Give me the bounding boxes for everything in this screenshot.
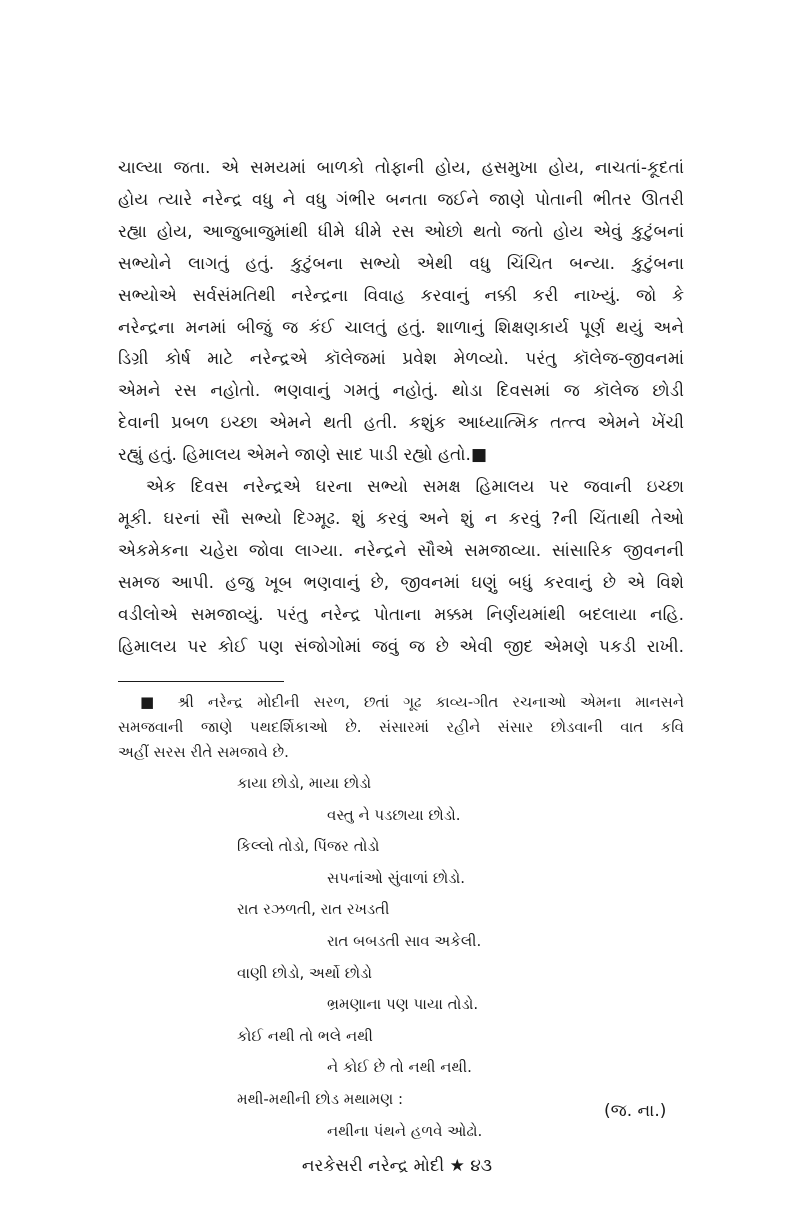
poem [237,768,567,1147]
poem-attribution: (જ. ના.) [604,1101,667,1121]
text-line: નરેન્દ્રના મનમાં બીજું જ કંઈ ચાલતું હતું. શાળાનું શિક્ષણકાર્ય પૂર્ણ થયું અને [118,317,684,338]
text-line: રહ્યા હોય, આજુબાજુમાંથી ધીમે ધીમે રસ ઓછો થતો જતો હોય એવું કુટુંબનાં [118,221,684,242]
poem-line: રાત બબડતી સાવ અકેલી. [327,931,482,950]
poem-line: કોઈ નથી તો ભલે નથી [237,1026,373,1045]
poem-line: મથી-મથીની છોડ મથામણ : [237,1089,404,1108]
poem-line: કાયા છોડો, માયા છોડો [237,774,372,792]
text-line: સભ્યોને લાગતું હતું. કુટુંબના સભ્યો એથી વધુ ચિંચિત બન્યા. કુટુંબના [118,253,684,274]
paragraph-2 [118,472,684,663]
poem-line: કિલ્લો તોડો, પિંજર તોડો [237,837,380,856]
text-line: રહ્યું હતું. હિમાલય એમને જાણે સાદ પાડી રહ્યો હતો.■ [118,445,488,466]
text-line: એમને રસ નહોતો. ભણવાનું ગમતું નહોતું. થોડા દિવસમાં જ કૉલેજ છોડી [118,381,684,402]
poem-line: સપનાંઓ સુંવાળાં છોડો. [327,868,465,887]
text-line: સમજ આપી. હજુ ખૂબ ભણવાનું છે, જીવનમાં ઘણું બધું કરવાનું છે એ વિશે [118,572,684,593]
body-text [118,153,684,664]
text-line: એકમેકના ચહેરા જોવા લાગ્યા. નરેન્દ્રને સૌએ સમજાવ્યા. સાંસારિક જીવનની [118,540,684,561]
text-line: ચાલ્યા જતા. એ સમયમાં બાળકો તોફાની હોય, હસમુખા હોય, નાચતાં-કૂદતાં [118,158,684,178]
text-line: વડીલોએ સમજાવ્યું. પરંતુ નરેન્દ્ર પોતાના મક્કમ નિર્ણયમાંથી બદલાયા નહિ. [118,604,684,625]
text-line: એક દિવસ નરેન્દ્રએ ઘરના સભ્યો સમક્ષ હિમાલય પર જવાની ઇચ્છા [146,477,684,498]
page-footer: નરકેસરી નરેન્દ્ર મોદી ★ ૪૩ [301,1156,493,1176]
footnote-line: સમજવાની જાણે પથદર્શિકાઓ છે. સંસારમાં રહીને સંસાર છોડવાની વાત કવિ [118,718,684,736]
poem-line: વાણી છોડો, અર્થો છોડો [237,963,373,982]
poem-line: વસ્તુ ને પડછાયા છોડો. [327,805,461,824]
text-line: હિમાલય પર કોઈ પણ સંજોગોમાં જવું જ છે એવી જીદ એમણે પકડી રાખી. [118,636,684,657]
footnote-line: ■ શ્રી નરેન્દ્ર મોદીની સરળ, છતાં ગૂઢ કાવ્ય-ગીત રચનાઓ એમના માનસને [140,693,684,711]
text-line: હોય ત્યારે નરેન્દ્ર વધુ ને વધુ ગંભીર બનતા જઈને જાણે પોતાની ભીતર ઊતરી [118,189,684,210]
poem-line: રાત રઝળતી, રાત રખડતી [237,900,390,919]
footnote [118,690,684,765]
text-line: સભ્યોએ સર્વસંમતિથી નરેન્દ્રના વિવાહ કરવાનું નક્કી કરી નાખ્યું. જો કે [118,285,684,306]
footnote-line: અહીં સરસ રીતે સમજાવે છે. [118,743,289,761]
text-line: ડિગ્રી કોર્ષ માટે નરેન્દ્રએ કૉલેજમાં પ્રવેશ મેળવ્યો. પરંતુ કૉલેજ-જીવનમાં [118,349,684,370]
text-line: મૂકી. ઘરનાં સૌ સભ્યો દિગ્મૂઢ. શું કરવું અને શું ન કરવું ?ની ચિંતાથી તેઓ [118,508,684,529]
poem-line: ને કોઈ છે તો નથી નથી. [327,1058,472,1077]
paragraph-1 [118,153,684,472]
poem-line: ભ્રમણાના પણ પાયા તોડો. [327,995,479,1014]
footnote-divider [118,681,284,682]
text-line: દેવાની પ્રબળ ઇચ્છા એમને થતી હતી. કશુંક આધ્યાત્મિક તત્ત્વ એમને ખેંચી [118,413,684,434]
poem-line: નથીના પંથને હળવે ઓઢો. [327,1121,483,1140]
